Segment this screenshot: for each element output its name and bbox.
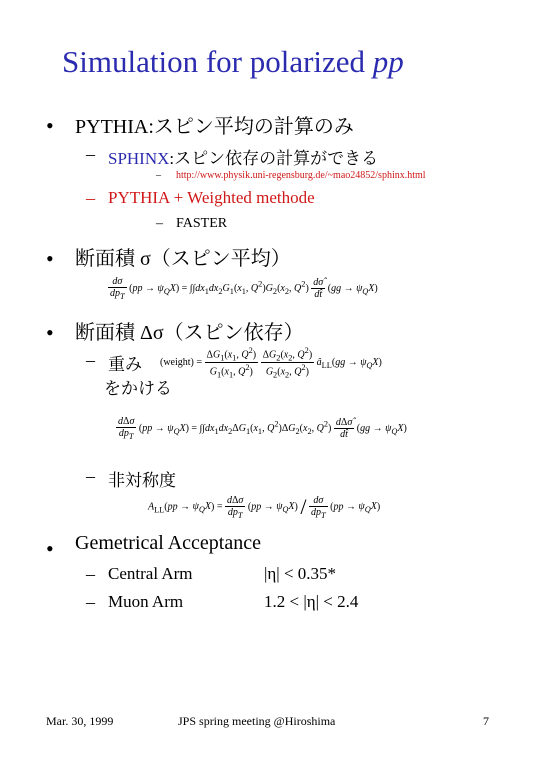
bullet-marker: • xyxy=(46,113,54,138)
sphinx-line xyxy=(108,144,378,169)
page-title: Simulation for polarized pp xyxy=(62,44,404,79)
central-arm-value: |η| < 0.35* xyxy=(264,564,337,583)
dash-marker: – xyxy=(156,216,163,231)
formula-unpolarized: $\frac{d\sigma}{dp_T}$ $(pp \to \psi_QX) = \int\int dx_1dx_2G_1(x_1$, $Q^2)G_2(x_2$, $Q^2$) $\frac{d\sigmâ}{dt̂}$ $(gg \to \psi_QX)$ xyxy=(110,276,378,301)
dash-marker: – xyxy=(86,188,95,208)
dash-marker: – xyxy=(156,170,161,181)
dash-marker: – xyxy=(86,144,95,164)
bullet-cross-section: 断面積 σ（スピン平均） xyxy=(75,248,291,270)
asymmetry-label: 非対称度 xyxy=(108,471,176,490)
sphinx-label: SPHINX xyxy=(108,149,170,168)
faster-label: FASTER xyxy=(176,216,228,231)
sphinx-text: :スピン依存の計算ができる xyxy=(169,149,379,168)
footer-meeting: JPS spring meeting @Hiroshima xyxy=(178,714,336,728)
pythia-weighted-line: PYTHIA + Weighted methode xyxy=(108,188,315,207)
muon-arm-label: Muon Arm xyxy=(108,592,184,611)
weight-label-2: をかける xyxy=(104,379,172,398)
bullet-polarized-cross-section: 断面積 Δσ（スピン依存） xyxy=(75,322,304,344)
weight-label: 重み xyxy=(108,355,142,374)
dash-marker: – xyxy=(86,564,95,584)
bullet-pythia: PYTHIA:スピン平均の計算のみ xyxy=(75,116,354,138)
muon-arm-value: 1.2 < |η| < 2.4 xyxy=(264,592,359,611)
formula-weight: (weight) = $\frac{\Delta G_1(x_1, Q^2)}{G_1(x_1, Q^2)}$ $\frac{\Delta G_2(x_2, Q^2)}{G_2(x_2, Q^2)}$ $â_{LL}(gg \to \psi_QX)$ xyxy=(160,346,382,380)
bullet-marker: • xyxy=(46,246,54,271)
dash-marker: – xyxy=(86,350,95,370)
sphinx-url[interactable]: http://www.physik.uni-regensburg.de/~mao24852/sphinx.html xyxy=(176,170,426,181)
bullet-acceptance: Gemetrical Acceptance xyxy=(75,532,261,554)
central-arm-label: Central Arm xyxy=(108,564,193,583)
footer-page-number: 7 xyxy=(483,714,489,728)
footer-date: Mar. 30, 1999 xyxy=(46,714,114,728)
dash-marker: – xyxy=(86,592,95,612)
dash-marker: – xyxy=(86,466,95,486)
bullet-marker: • xyxy=(46,536,54,561)
bullet-marker: • xyxy=(46,320,54,345)
formula-polarized: $\frac{\text{dΔσ}}{dp_T}$ $(pp \to \psi_QX) = \int\int dx_1dx_2\Delta G_1(x_1$, $Q^2)\Delta G_2(x_2$, $Q^2$) $\frac{\text{dΔσ̂}}{dt̂}$ $(gg \to \psi_QX)$ xyxy=(118,416,407,441)
formula-asymmetry: $A_{LL}(pp \to \psi_QX)$ = $\frac{\text{dΔσ}}{dp_T}$ $(pp \to \psi_QX)$ / $\frac{d\sigma}{dp_T}$ $(pp \to \psi_QX)$ xyxy=(148,494,381,520)
weight-text: (weight) = xyxy=(160,357,203,369)
